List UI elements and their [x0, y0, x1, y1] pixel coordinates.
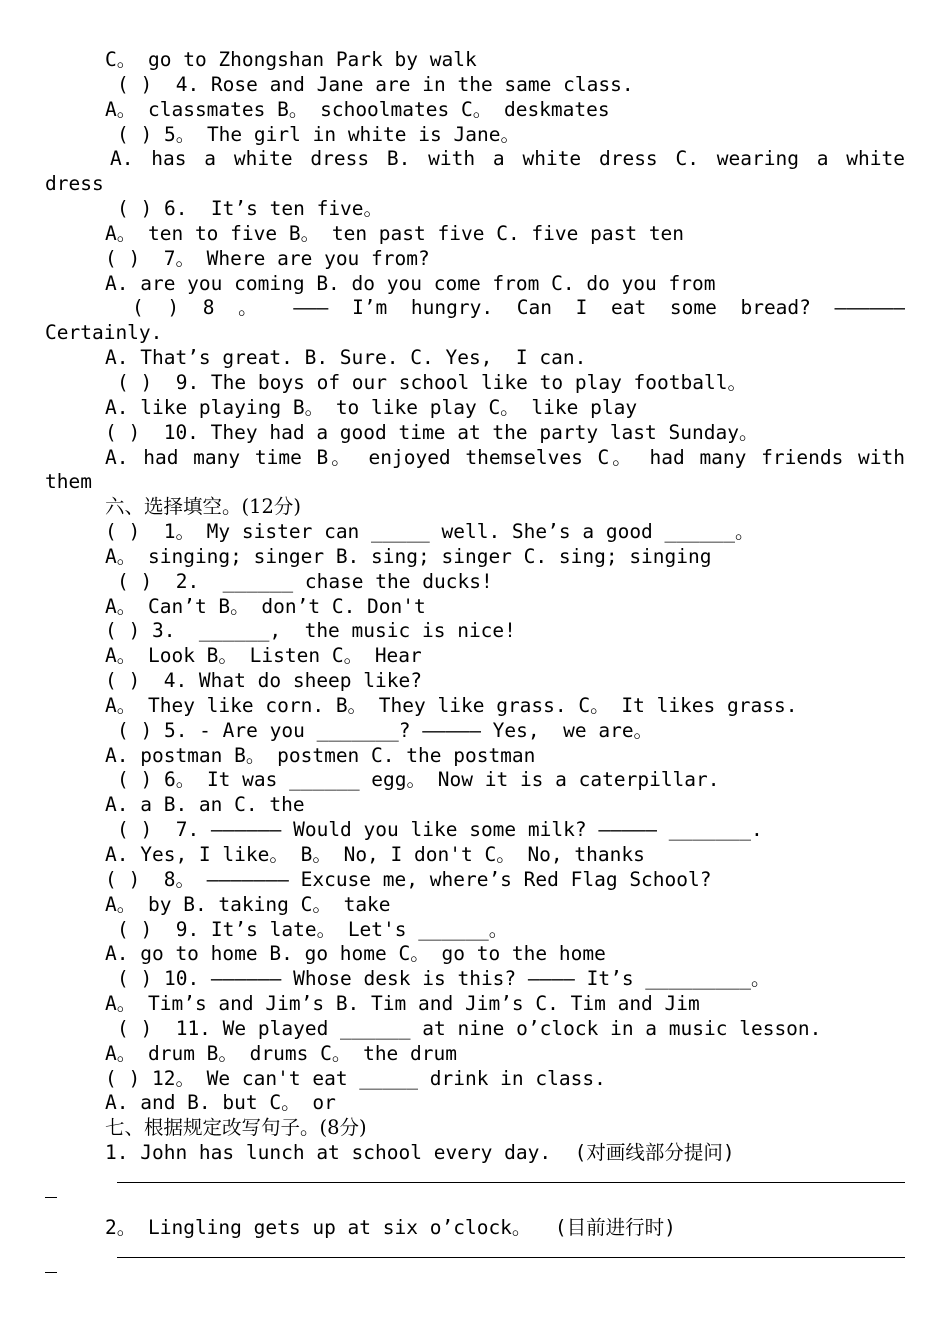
question-line: ( ) 8 。 ——— I’m hungry. Can I eat some bread? ——————: [132, 296, 905, 320]
option-line: A. has a white dress B. with a white dress C. wearing a white: [110, 147, 905, 171]
option-line: A。 Look B。 Listen C。 Hear: [105, 644, 422, 668]
question-line: ( ) 7. —————— Would you like some milk? ————— _______.: [117, 818, 763, 842]
option-line: A. Yes, I like。 B。 No, I don't C。 No, thanks: [105, 843, 645, 866]
option-line: A. had many time B。 enjoyed themselves C。 had many friends with: [105, 445, 905, 469]
question-line: ( ) 1。 My sister can _____ well. She’s a good ______。: [105, 520, 755, 544]
question-line: ( ) 3. ______, the music is nice!: [105, 619, 516, 643]
option-line: A。 singing; singer B. sing; singer C. sing; singing: [105, 544, 712, 568]
question-line: ( ) 7。 Where are you from?: [105, 246, 430, 270]
answer-line[interactable]: [0, 1166, 950, 1216]
option-line: A。 by B. taking C。 take: [105, 892, 391, 916]
section-heading: 七、根据规定改写句子。(8分): [105, 1116, 367, 1140]
question-line: ( ) 9. It’s late。 Let's ______。: [117, 917, 509, 941]
question-line: ( ) 6. It’s ten five。: [117, 197, 384, 221]
question-line: ( ) 5. - Are you _______? ————— Yes, we are。: [117, 718, 654, 742]
question-line: ( ) 4. Rose and Jane are in the same class.: [117, 72, 634, 96]
question-line-continued: Certainly.: [45, 321, 163, 345]
option-line: A。 classmates B。 schoolmates C。 deskmates: [105, 97, 610, 121]
option-line: A。 They like corn. B。 They like grass. C。 It likes grass.: [105, 693, 798, 717]
question-line: ( ) 9. The boys of our school like to play football。: [117, 370, 747, 394]
option-line: A。 Can’t B。 don’t C. Don't: [105, 594, 426, 618]
question-line: ( ) 8。 ——————— Excuse me, where’s Red Flag School?: [105, 867, 712, 891]
question-line: 1. John has lunch at school every day. (对画线部分提问): [105, 1141, 735, 1165]
answer-rule-tail: [45, 1197, 57, 1198]
question-line: ( ) 4. What do sheep like?: [105, 669, 422, 693]
question-line: ( ) 2. ______ chase the ducks!: [117, 569, 493, 593]
option-line: A. are you coming B. do you come from C. do you from: [105, 271, 716, 295]
option-line: A。 drum B。 drums C。 the drum: [105, 1041, 457, 1065]
question-line: ( ) 10. —————— Whose desk is this? ———— It’s _________。: [117, 967, 771, 991]
option-line-continued: dress: [45, 172, 104, 196]
question-line: ( ) 6。 It was ______ egg。 Now it is a caterpillar.: [117, 768, 720, 792]
question-line: 2。 Lingling gets up at six o’clock。 (目前进行时): [105, 1215, 676, 1239]
option-line: A. a B. an C. the: [105, 793, 305, 817]
answer-line[interactable]: [0, 1241, 950, 1291]
question-line: ( ) 11. We played ______ at nine o’clock in a music lesson.: [117, 1016, 822, 1040]
exam-page: [0, 48, 950, 1290]
option-line: A. go to home B. go home C。 go to the home: [105, 942, 606, 966]
option-line: A。 Tim’s and Jim’s B. Tim and Jim’s C. Tim and Jim: [105, 992, 700, 1016]
option-line: A. and B. but C。 or: [105, 1091, 336, 1115]
answer-rule-tail: [45, 1272, 57, 1273]
question-line: ( ) 10. They had a good time at the party last Sunday。: [105, 420, 759, 444]
option-line: A. That’s great. B. Sure. C. Yes, I can.: [105, 346, 587, 370]
option-line: A。 ten to five B。 ten past five C. five past ten: [105, 221, 685, 245]
option-line-continued: them: [45, 470, 92, 494]
option-line: C。 go to Zhongshan Park by walk: [105, 48, 477, 71]
answer-rule: [117, 1257, 905, 1258]
question-line: ( ) 5。 The girl in white is Jane。: [117, 122, 520, 146]
option-line: A. like playing B。 to like play C。 like play: [105, 395, 638, 419]
option-line: A. postman B。 postmen C. the postman: [105, 743, 536, 767]
question-line: ( ) 12。 We can't eat _____ drink in class.: [105, 1066, 606, 1090]
section-heading: 六、选择填空。(12分): [105, 495, 302, 519]
answer-rule: [117, 1182, 905, 1183]
